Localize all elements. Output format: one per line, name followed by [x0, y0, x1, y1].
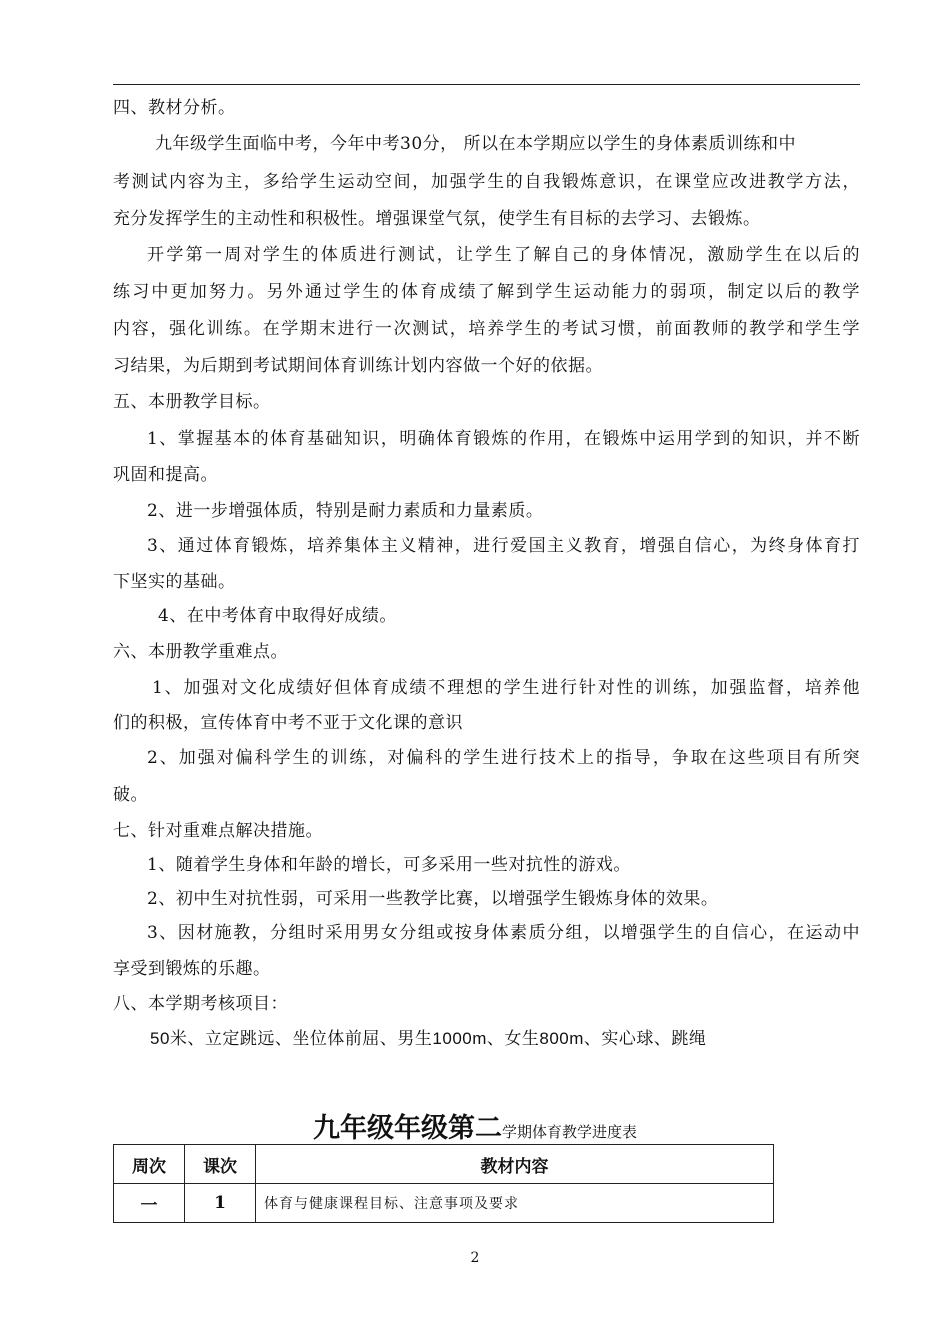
section8-items: 50米、立定跳远、坐位体前屈、男生1000m、女生800m、实心球、跳绳 [150, 1029, 707, 1048]
schedule-title-main: 九年级年级第二 [312, 1113, 502, 1144]
cell-week: 一 [114, 1184, 185, 1223]
section7-item1: 1、随着学生身体和年龄的增长，可多采用一些对抗性的游戏。 [147, 855, 631, 875]
section4-heading: 四、教材分析。 [113, 98, 236, 118]
section4-p2-line2: 练习中更加努力。另外通过学生的体育成绩了解到学生运动能力的弱项，制定以后的教学 [113, 282, 860, 302]
section4-p1-line1: 九年级学生面临中考，今年中考30分， 所以在本学期应以学生的身体素质训练和中 [155, 134, 797, 154]
section7-item3-line2: 享受到锻炼的乐趣。 [113, 959, 271, 979]
section7-item2: 2、初中生对抗性弱，可采用一些教学比赛，以增强学生锻炼身体的效果。 [147, 889, 719, 909]
section5-item1-line1: 1、掌握基本的体育基础知识，明确体育锻炼的作用，在锻炼中运用学到的知识，并不断 [147, 429, 860, 449]
page-number: 2 [470, 1250, 480, 1266]
header-content: 教材内容 [256, 1145, 774, 1184]
schedule-title [0, 1106, 950, 1145]
section6-item2-line2: 破。 [113, 785, 148, 805]
section5-heading: 五、本册教学目标。 [113, 392, 271, 412]
section5-item4: 4、在中考体育中取得好成绩。 [158, 606, 397, 626]
cell-content: 体育与健康课程目标、注意事项及要求 [256, 1184, 774, 1223]
schedule-title-sub: 学期体育教学进度表 [501, 1123, 637, 1141]
section6-item2-line1: 2、加强对偏科学生的训练，对偏科的学生进行技术上的指导，争取在这些项目有所突 [147, 748, 860, 768]
header-lesson: 课次 [185, 1145, 256, 1184]
section5-item2: 2、进一步增强体质，特别是耐力素质和力量素质。 [147, 501, 544, 521]
table-header-row [114, 1145, 774, 1184]
section4-p1-line2: 考测试内容为主，多给学生运动空间，加强学生的自我锻炼意识，在课堂应改进教学方法， [113, 172, 860, 192]
section5-item3-line2: 下坚实的基础。 [113, 572, 236, 592]
table-row [114, 1184, 774, 1223]
section5-item3-line1: 3、通过体育锻炼，培养集体主义精神，进行爱国主义教育，增强自信心，为终身体育打 [147, 536, 860, 556]
section8-heading: 八、本学期考核项目： [113, 994, 288, 1014]
cell-lesson: 1 [185, 1184, 256, 1223]
section7-heading: 七、针对重难点解决措施。 [113, 821, 323, 841]
section4-p2-line1: 开学第一周对学生的体质进行测试，让学生了解自己的身体情况，激励学生在以后的 [147, 245, 860, 265]
section6-item1-line1: 1、加强对文化成绩好但体育成绩不理想的学生进行针对性的训练，加强监督，培养他 [152, 678, 860, 698]
section6-heading: 六、本册教学重难点。 [113, 642, 288, 662]
section5-item1-line2: 巩固和提高。 [113, 465, 218, 485]
section4-p2-line4: 习结果，为后期到考试期间体育训练计划内容做一个好的依据。 [113, 356, 603, 376]
header-rule [113, 84, 860, 85]
section7-item3-line1: 3、因材施教，分组时采用男女分组或按身体素质分组，以增强学生的自信心，在运动中 [147, 923, 860, 943]
section6-item1-line2: 们的积极，宣传体育中考不亚于文化课的意识 [113, 713, 463, 733]
section4-p1-line3: 充分发挥学生的主动性和积极性。增强课堂气氛，使学生有目标的去学习、去锻炼。 [113, 209, 761, 229]
header-week: 周次 [114, 1145, 185, 1184]
schedule-table [113, 1144, 774, 1223]
section4-p2-line3: 内容，强化训练。在学期末进行一次测试，培养学生的考试习惯，前面教师的教学和学生学 [113, 319, 860, 339]
